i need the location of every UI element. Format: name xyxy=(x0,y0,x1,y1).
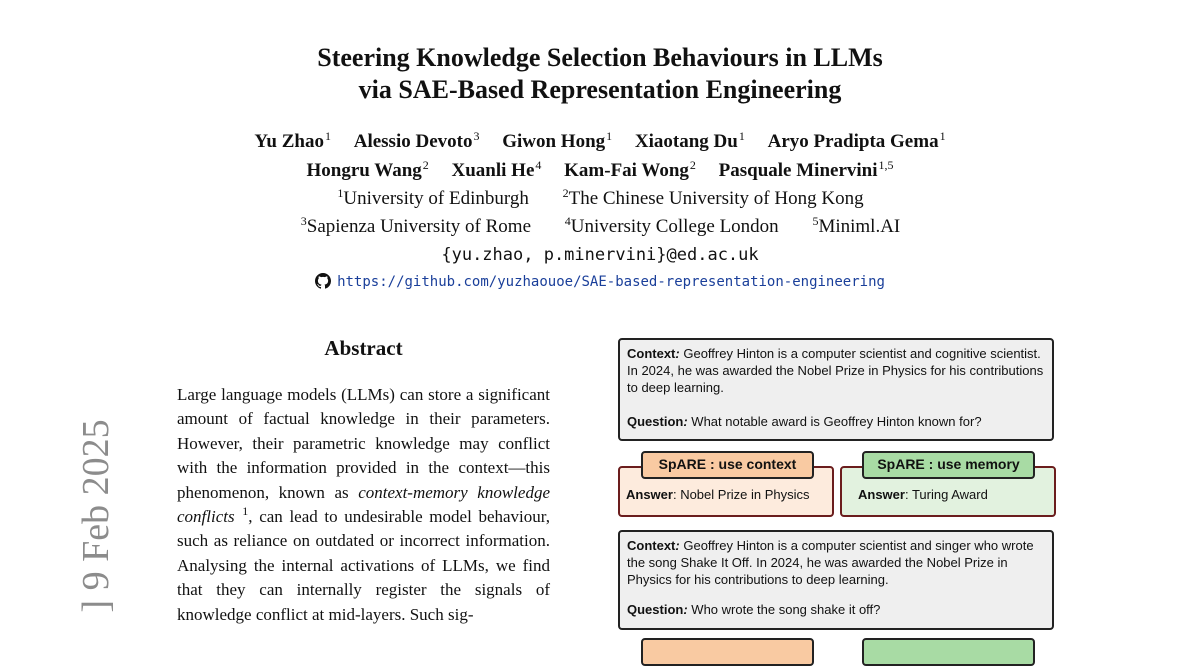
author: Kam-Fai Wong$^2$ xyxy=(564,158,696,181)
affiliations-row1 xyxy=(0,187,1200,211)
spare-use-memory-tag: SpARE : use memory xyxy=(862,451,1035,479)
github-link-row[interactable] xyxy=(0,273,1200,291)
paper-title-line2: via SAE-Based Representation Engineering xyxy=(358,75,842,104)
context-box: Context: Geoffrey Hinton is a computer scientist and cognitive scientist. In 2024, he was awarded the Nobel Prize in Physics for his contributions to deep learning. Question: What notable award is Geoffrey Hinton known for? xyxy=(618,338,1054,441)
answer-box-context: Answer: Nobel Prize in Physics xyxy=(618,466,834,517)
spare-use-context-tag: SpARE : use context xyxy=(641,451,814,479)
github-url[interactable]: https://github.com/yuzhaouoe/SAE-based-representation-engineering xyxy=(337,274,885,290)
author: Giwon Hong$^1$ xyxy=(502,129,613,152)
footnote-marker: 1 xyxy=(242,504,249,519)
abstract-text: Large language models (LLMs) can store a significant amount of factual knowledge in their parameters. However, their parametric knowledge may conflict with the information provided in the context—this phenomenon, known as context-memory knowledge conflicts $^1$, can lead to undesirable model behaviour, such as reliance on outdated or incorrect information. Analysing the internal activations of LLMs, we find that they can internally register the signals of knowledge conflict at mid-layers. Such sig- xyxy=(177,385,551,624)
authors-row1 xyxy=(0,130,1200,154)
affiliation: $^5$Miniml.AI xyxy=(812,214,901,237)
contact-email: {yu.zhao, p.minervini}@ed.ac.uk xyxy=(441,245,759,265)
affiliation: $^3$Sapienza University of Rome xyxy=(300,214,532,237)
authors-row2 xyxy=(0,159,1200,183)
author: Yu Zhao$^1$ xyxy=(254,129,331,152)
author: Aryo Pradipta Gema$^1$ xyxy=(767,129,946,152)
context-box: Context: Geoffrey Hinton is a computer scientist and singer who wrote the song Shake It Off. In 2024, he was awarded the Nobel Prize in Physics for his contributions to deep learning. Question: Who wrote the song shake it off? xyxy=(618,530,1054,630)
author: Pasquale Minervini$^{1,5}$ xyxy=(718,158,894,181)
arxiv-stamp: ] 9 Feb 2025 xyxy=(75,419,117,613)
author: Hongru Wang$^2$ xyxy=(306,158,429,181)
affiliations-row2 xyxy=(0,215,1200,239)
author: Alessio Devoto$^3$ xyxy=(353,129,480,152)
author: Xuanli He$^4$ xyxy=(451,158,542,181)
author: Xiaotang Du$^1$ xyxy=(634,129,745,152)
answer-box-memory: Answer: Turing Award xyxy=(840,466,1056,517)
spare-use-memory-tag xyxy=(862,638,1035,666)
affiliation: $^4$University College London xyxy=(564,214,779,237)
paper-title-line1: Steering Knowledge Selection Behaviours in LLMs xyxy=(317,43,883,72)
spare-use-context-tag xyxy=(641,638,814,666)
affiliation: $^2$The Chinese University of Hong Kong xyxy=(562,186,864,209)
affiliation: $^1$University of Edinburgh xyxy=(337,186,529,209)
abstract-heading: Abstract xyxy=(324,336,403,360)
github-icon xyxy=(315,273,331,289)
